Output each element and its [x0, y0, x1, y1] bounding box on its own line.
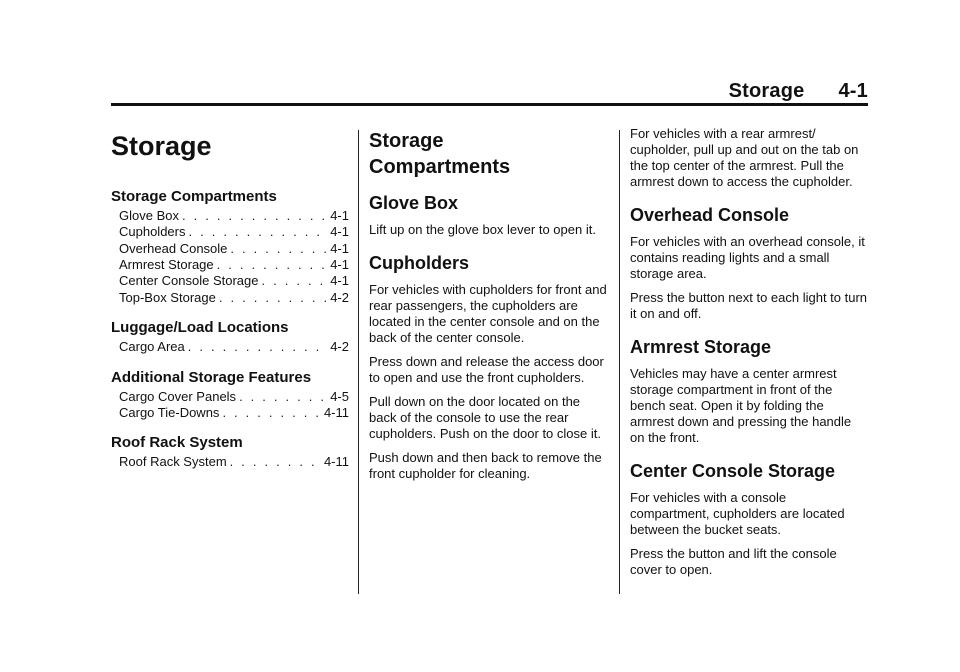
cupholders-paragraph: Push down and then back to remove the front cupholder for cleaning. — [369, 450, 602, 481]
toc-entry-label: Armrest Storage — [119, 256, 214, 272]
toc-group-heading: Luggage/Load Locations — [111, 319, 289, 337]
toc-entry-top-box-storage[interactable] — [111, 290, 349, 306]
toc-entry-label: Overhead Console — [119, 240, 228, 256]
toc-entry-overhead-console[interactable] — [111, 241, 349, 257]
toc-entry-page: 4-11 — [323, 404, 349, 420]
toc-entry-cargo-cover-panels[interactable] — [111, 389, 349, 405]
chapter-toc — [111, 126, 349, 471]
toc-leader-dots — [182, 208, 327, 224]
section-title-line: Compartments — [369, 156, 511, 178]
toc-leader-dots — [230, 241, 327, 257]
toc-group-heading: Storage Compartments — [111, 187, 277, 205]
toc-group-heading: Additional Storage Features — [111, 368, 312, 386]
toc-entry-label: Cargo Tie-Downs — [119, 404, 220, 420]
toc-leader-dots — [222, 405, 321, 421]
toc-entry-page: 4-11 — [323, 454, 349, 470]
armrest-storage-heading: Armrest Storage — [630, 337, 772, 357]
toc-entry-label: Cargo Cover Panels — [119, 388, 237, 404]
toc-leader-dots — [189, 224, 328, 240]
overhead-console-heading: Overhead Console — [630, 205, 790, 225]
header-page-number: 4-1 — [838, 80, 868, 102]
cupholders-heading: Cupholders — [369, 253, 470, 273]
toc-entry-cargo-tie-downs[interactable] — [111, 405, 349, 421]
toc-group — [111, 319, 349, 355]
cupholders-paragraph: For vehicles with cupholders for front and rear passengers, the cupholders are located in the center console and on the back of the center console. — [369, 282, 607, 345]
section-title-line: Storage — [369, 130, 444, 152]
toc-entry-label: Roof Rack System — [119, 454, 227, 470]
toc-leader-dots — [261, 273, 327, 289]
toc-entry-label: Cupholders — [119, 224, 186, 240]
cupholders-paragraph: For vehicles with a rear armrest/ cupholder, pull up and out on the tab on the top center of the armrest. Pull the armrest down to access the cupholder. — [630, 126, 859, 189]
toc-group-heading: Roof Rack System — [111, 434, 243, 452]
toc-entry-roof-rack-system[interactable] — [111, 454, 349, 470]
toc-leader-dots — [230, 454, 321, 470]
armrest-storage-paragraph: Vehicles may have a center armrest storage compartment in front of the bench seat. Open it by folding the armrest down and pressing the handle on the front. — [630, 366, 852, 445]
toc-entry-cupholders[interactable] — [111, 224, 349, 240]
toc-group — [111, 434, 349, 470]
toc-entry-page: 4-1 — [330, 207, 349, 223]
toc-entry-glove-box[interactable] — [111, 208, 349, 224]
toc-entry-label: Center Console Storage — [119, 273, 259, 289]
toc-entry-center-console-storage[interactable] — [111, 273, 349, 289]
toc-leader-dots — [219, 290, 327, 306]
column-divider — [358, 130, 359, 594]
toc-entry-page: 4-1 — [330, 256, 349, 272]
toc-entry-cargo-area[interactable] — [111, 339, 349, 355]
center-console-storage-heading: Center Console Storage — [630, 461, 836, 481]
toc-entry-page: 4-1 — [330, 224, 349, 240]
toc-leader-dots — [239, 389, 327, 405]
toc-entry-page: 4-2 — [330, 289, 349, 305]
content-column-middle — [369, 126, 607, 490]
toc-entry-page: 4-2 — [330, 339, 349, 355]
glove-box-heading: Glove Box — [369, 193, 459, 213]
overhead-console-paragraph: For vehicles with an overhead console, it contains reading lights and a small storage area. — [630, 234, 865, 281]
section-title — [369, 128, 607, 180]
toc-entry-label: Glove Box — [119, 207, 179, 223]
toc-entry-label: Cargo Area — [119, 339, 185, 355]
toc-entry-page: 4-1 — [330, 273, 349, 289]
cupholders-paragraph: Press down and release the access door to open and use the front cupholders. — [369, 354, 604, 385]
toc-group — [111, 369, 349, 422]
header-section-name: Storage — [728, 80, 805, 102]
toc-entry-armrest-storage[interactable] — [111, 257, 349, 273]
glove-box-paragraph: Lift up on the glove box lever to open it. — [369, 222, 596, 237]
column-divider — [619, 130, 620, 594]
content-column-right — [630, 126, 868, 586]
toc-group — [111, 188, 349, 306]
header-rule — [111, 103, 868, 106]
center-console-storage-paragraph: Press the button and lift the console cover to open. — [630, 546, 837, 577]
overhead-console-paragraph: Press the button next to each light to turn it on and off. — [630, 290, 868, 321]
center-console-storage-paragraph: For vehicles with a console compartment, cupholders are located between the bucket seats. — [630, 490, 845, 537]
chapter-title: Storage — [111, 131, 212, 161]
cupholders-paragraph: Pull down on the door located on the back of the console to use the rear cupholders. Push on the door to close it. — [369, 394, 601, 441]
toc-entry-page: 4-1 — [330, 240, 349, 256]
toc-leader-dots — [217, 257, 328, 273]
toc-entry-label: Top-Box Storage — [119, 289, 216, 305]
toc-leader-dots — [188, 339, 327, 355]
running-header — [729, 80, 868, 103]
toc-entry-page: 4-5 — [330, 388, 349, 404]
